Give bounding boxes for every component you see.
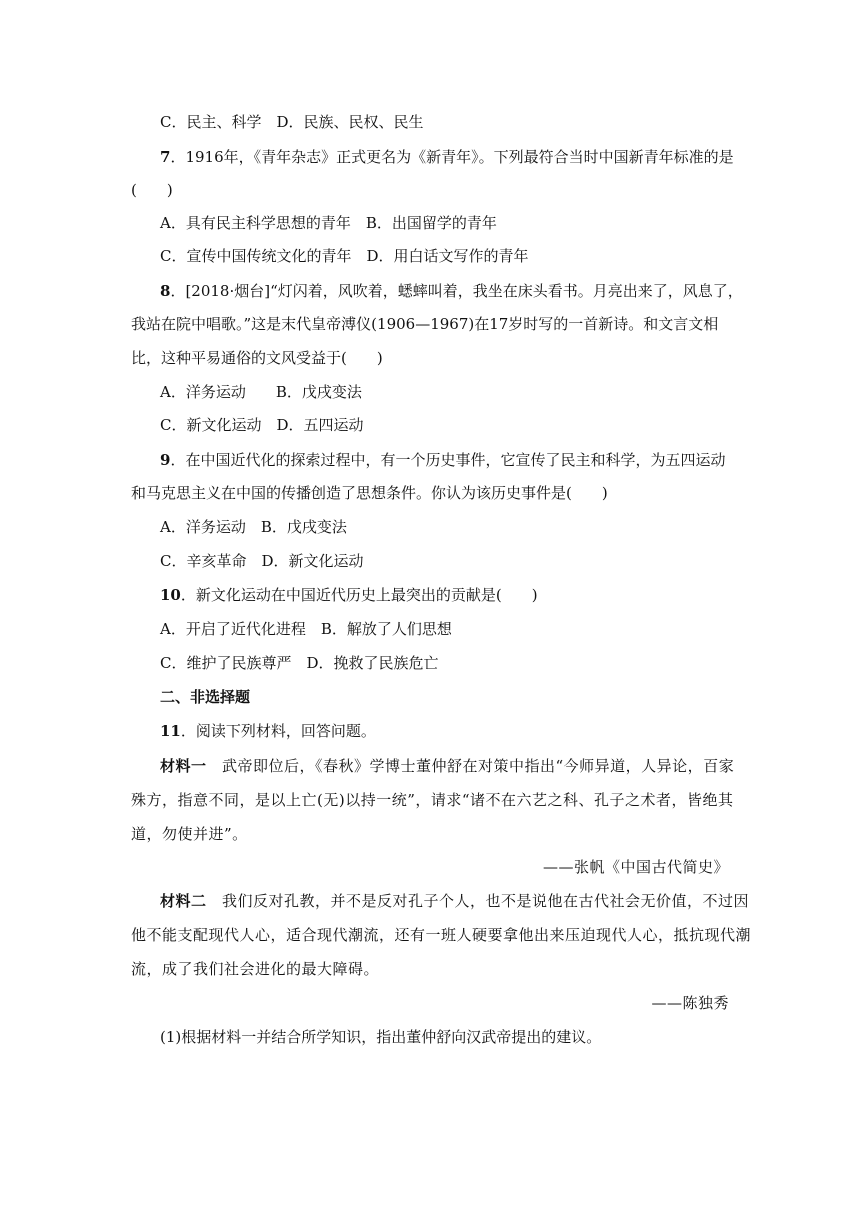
section-heading: 二、非选择题 (160, 688, 251, 706)
q6-options-cd: C．民主、科学 D．民族、民权、民生 (160, 113, 424, 131)
q9-options-cd: C．辛亥革命 D．新文化运动 (160, 552, 364, 570)
material1-text-1: 武帝即位后，《春秋》学博士董仲舒在对策中指出“今师异道，人异论，百家 (206, 757, 735, 775)
material1-line2: 殊方，指意不同，是以上亡(无)以持一统”，请求“诸不在六艺之科、孔子之术者，皆绝其 (131, 791, 734, 809)
q10-number: 10 (160, 586, 181, 604)
q8-stem-line2: 我站在院中唱歌。”这是末代皇帝溥仪(1906—1967)在17岁时写的一首新诗。和文言文相 (131, 315, 719, 333)
q7-text: ．1916年，《青年杂志》正式更名为《新青年》。下列最符合当时中国新青年标准的是 (170, 148, 734, 166)
q7-options-ab: A．具有民主科学思想的青年 B．出国留学的青年 (160, 214, 497, 232)
q9-number: 9 (160, 451, 171, 469)
material1-line3: 道，勿使并进”。 (131, 825, 248, 843)
q10-stem (160, 584, 538, 606)
material2-text-1: 我们反对孔教，并不是反对孔子个人，也不是说他在古代社会无价值，不过因 (206, 892, 750, 910)
q8-stem-line1 (160, 280, 743, 302)
q7-stem (160, 146, 734, 168)
material2-line1 (160, 890, 749, 912)
q11-stem (160, 720, 376, 742)
q10-options-ab: A．开启了近代化进程 B．解放了人们思想 (160, 620, 452, 638)
material1-label: 材料一 (160, 757, 207, 775)
q7-answer-paren: ( ) (131, 181, 173, 199)
q7-number: 7 (160, 148, 171, 166)
material1-line1 (160, 755, 734, 777)
material2-source: ——陈独秀 (651, 994, 729, 1012)
q10-options-cd: C．维护了民族尊严 D．挽救了民族危亡 (160, 654, 439, 672)
q7-options-cd: C．宣传中国传统文化的青年 D．用白话文写作的青年 (160, 247, 529, 265)
q8-number: 8 (160, 282, 171, 300)
q11-subquestion-1: (1)根据材料一并结合所学知识，指出董仲舒向汉武帝提出的建议。 (160, 1028, 602, 1046)
q11-text: ．阅读下列材料，回答问题。 (180, 722, 376, 740)
q8-text-1: ．[2018·烟台]“灯闪着，风吹着，蟋蟀叫着，我坐在床头看书。月亮出来了，风息了， (170, 282, 743, 300)
q11-number: 11 (160, 722, 181, 740)
q8-options-ab: A．洋务运动 B．戊戌变法 (160, 383, 362, 401)
q8-options-cd: C．新文化运动 D．五四运动 (160, 416, 364, 434)
q10-text: ．新文化运动在中国近代历史上最突出的贡献是( ) (180, 586, 538, 604)
material2-line2: 他不能支配现代人心，适合现代潮流，还有一班人硬要拿他出来压迫现代人心，抵抗现代潮 (131, 926, 752, 944)
material1-source: ——张帆《中国古代简史》 (542, 858, 729, 876)
q9-text-1: ．在中国近代化的探索过程中，有一个历史事件，它宣传了民主和科学，为五四运动 (170, 451, 726, 469)
q8-stem-line3: 比，这种平易通俗的文风受益于( ) (131, 349, 383, 367)
material2-label: 材料二 (160, 892, 207, 910)
q9-stem-line2: 和马克思主义在中国的传播创造了思想条件。你认为该历史事件是( ) (131, 484, 608, 502)
q9-options-ab: A．洋务运动 B．戊戌变法 (160, 518, 347, 536)
material2-line3: 流，成了我们社会进化的最大障碍。 (131, 960, 380, 978)
q9-stem-line1 (160, 449, 725, 471)
